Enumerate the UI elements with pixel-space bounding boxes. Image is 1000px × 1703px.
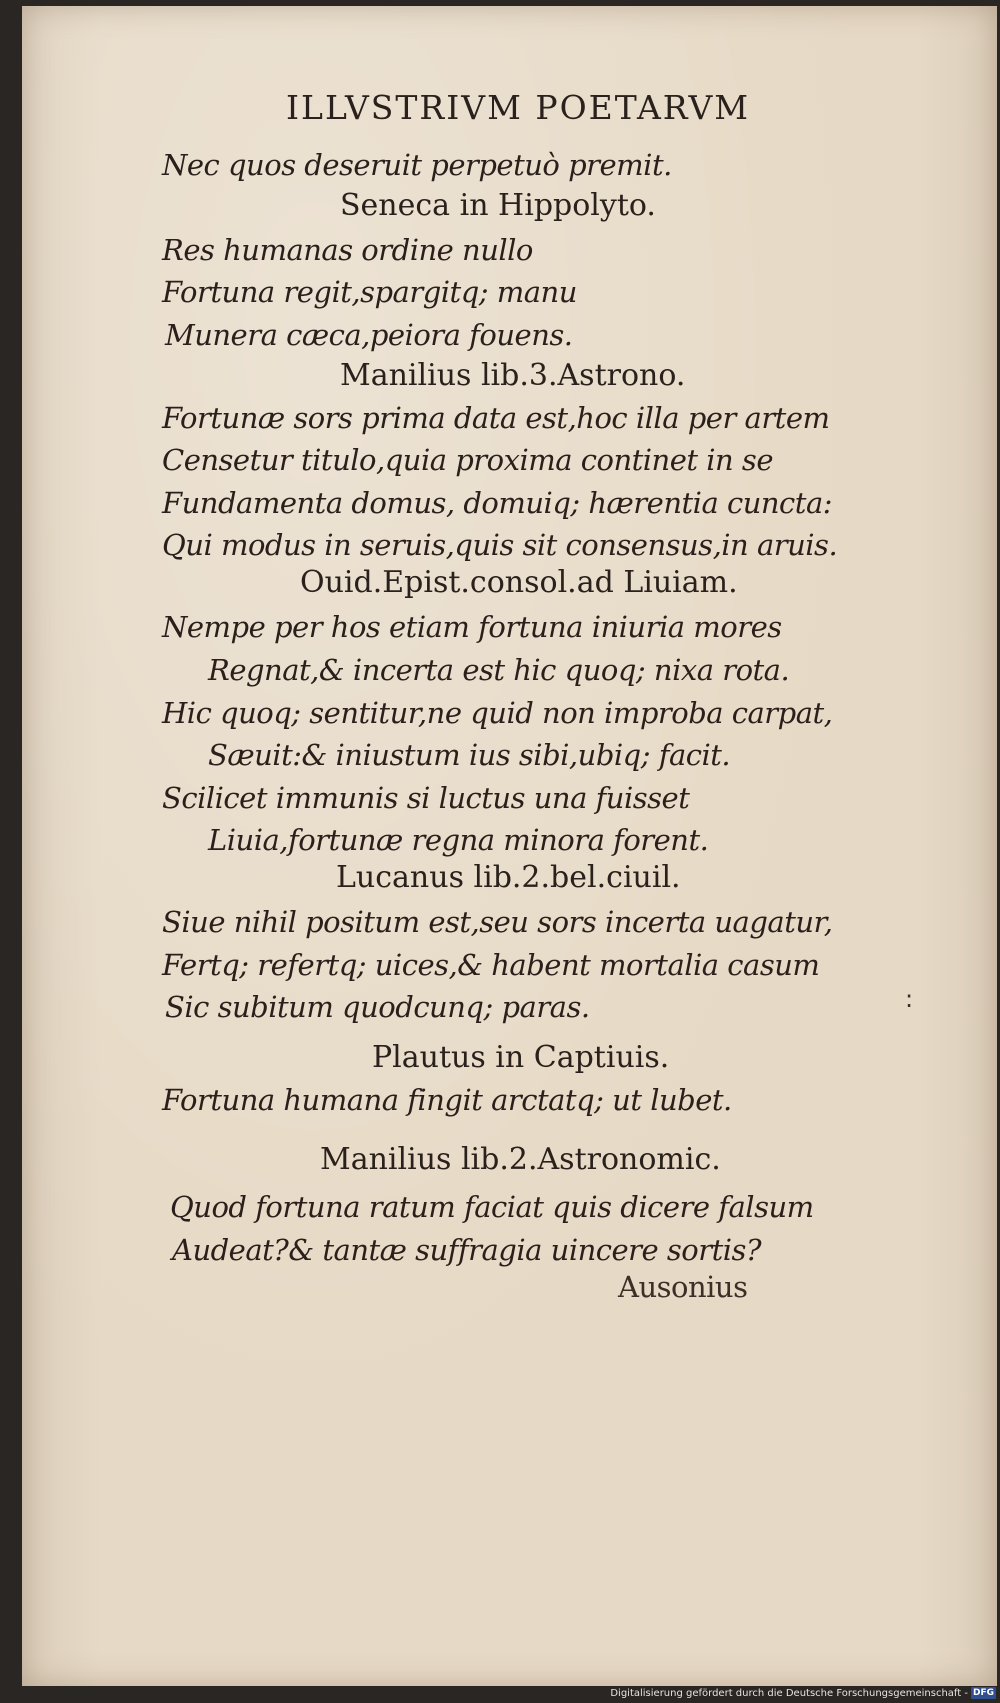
text-line: Liuia,fortunæ regna minora forent.	[208, 823, 709, 857]
text-line: Res humanas ordine nullo	[162, 233, 533, 267]
text-line: Fundamenta domus, domuiq; hærentia cuncta:	[162, 486, 833, 520]
text-line: Munera cæca,peiora fouens.	[165, 318, 573, 352]
text-line: Nempe per hos etiam fortuna iniuria mores	[162, 610, 782, 644]
text-line: Fortuna humana fingit arctatq; ut lubet.	[162, 1083, 732, 1117]
text-line: Quod fortuna ratum faciat quis dicere falsum	[170, 1190, 814, 1224]
digitization-credit	[610, 1686, 996, 1700]
text-line: Regnat,& incerta est hic quoq; nixa rota.	[208, 653, 790, 687]
text-line: Audeat?& tantæ suffragia uincere sortis?	[172, 1233, 761, 1267]
text-line: Sæuit:& iniustum ius sibi,ubiq; facit.	[208, 738, 731, 772]
text-line: Fertq; refertq; uices,& habent mortalia casum	[162, 948, 820, 982]
text-line: Hic quoq; sentitur,ne quid non improba carpat,	[162, 696, 833, 730]
text-line: Censetur titulo,quia proxima continet in se	[162, 443, 773, 477]
source-heading: Manilius lib.3.Astrono.	[340, 358, 686, 393]
text-line: Siue nihil positum est,seu sors incerta uagatur,	[162, 905, 833, 939]
credit-text: Digitalisierung gefördert durch die Deutsche Forschungsgemeinschaft -	[610, 1687, 968, 1699]
text-line: Qui modus in seruis,quis sit consensus,in aruis.	[162, 528, 838, 562]
catchword: Ausonius	[618, 1270, 748, 1304]
source-heading: Plautus in Captiuis.	[372, 1040, 670, 1075]
source-heading: Ouid.Epist.consol.ad Liuiam.	[300, 565, 738, 600]
source-heading: Lucanus lib.2.bel.ciuil.	[336, 860, 681, 895]
dfg-logo: DFG	[972, 1688, 994, 1698]
text-line: Nec quos deseruit perpetuò premit.	[162, 148, 672, 182]
text-line: Fortunæ sors prima data est,hoc illa per artem	[162, 401, 830, 435]
source-heading: Manilius lib.2.Astronomic.	[320, 1142, 721, 1177]
margin-marks: :	[905, 985, 914, 1013]
text-line: Scilicet immunis si luctus una fuisset	[162, 781, 690, 815]
text-line: Sic subitum quodcunq; paras.	[165, 990, 590, 1024]
running-header: ILLVSTRIVM POETARVM	[286, 88, 751, 127]
source-heading: Seneca in Hippolyto.	[340, 188, 656, 223]
text-line: Fortuna regit,spargitq; manu	[162, 275, 577, 309]
